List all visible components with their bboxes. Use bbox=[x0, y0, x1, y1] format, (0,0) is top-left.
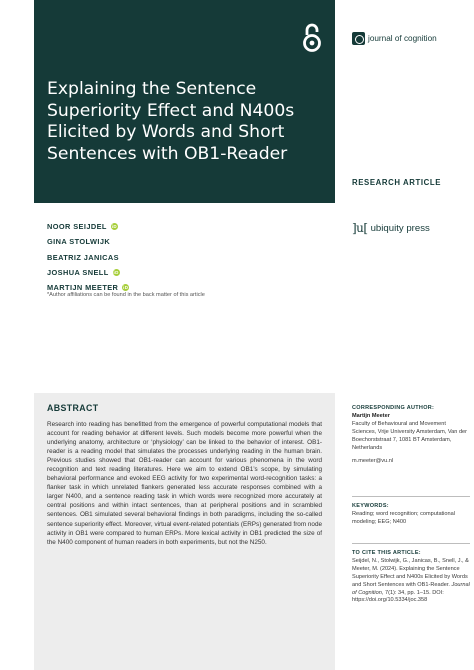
side-divider bbox=[352, 543, 470, 544]
journal-name: journal of cognition bbox=[368, 33, 437, 43]
orcid-icon[interactable]: iD bbox=[113, 270, 119, 276]
ubiquity-mark-icon: ]u[ bbox=[352, 221, 368, 235]
author-item[interactable] bbox=[47, 234, 129, 249]
author-name[interactable]: JOSHUA SNELL bbox=[47, 268, 109, 278]
keywords-text: Reading; word recognition; computational modeling; EEG; N400 bbox=[352, 510, 455, 525]
abstract-heading: ABSTRACT bbox=[47, 403, 99, 413]
author-name[interactable]: BEATRIZ JANICAS bbox=[47, 252, 119, 262]
author-item[interactable] bbox=[47, 250, 129, 265]
orcid-icon[interactable]: iD bbox=[123, 285, 129, 291]
corresponding-author-heading: CORRESPONDING AUTHOR: bbox=[352, 405, 435, 411]
article-title: Explaining the Sentence Superiority Effect and N400s Elicited by Words and Short Sentences with OB1-Reader bbox=[47, 79, 295, 164]
citation-block bbox=[352, 550, 470, 605]
citation-text-start: Seijdel, N., Stolwijk, G., Janicas, B., Snell, J., & Meeter, M. (2024). Explaining the Sentence Superiority Effect and N400s Elicited by Words and Short Sentences with OB1-Reader. bbox=[352, 557, 469, 588]
author-item[interactable] bbox=[47, 265, 129, 280]
open-access-icon bbox=[300, 22, 324, 54]
publisher-name: ubiquity press bbox=[370, 222, 430, 234]
citation-journal: Journal of Cognition, bbox=[352, 581, 470, 596]
author-name[interactable]: MARTIJN MEETER bbox=[47, 283, 119, 293]
publisher-logo bbox=[352, 221, 430, 235]
author-list bbox=[47, 219, 129, 295]
citation-text-end[interactable]: 7(1): 34, pp. 1–15. DOI: https://doi.org/10.5334/joc.358 bbox=[352, 589, 444, 604]
corresponding-author-email[interactable]: m.meeter@vu.nl bbox=[352, 458, 394, 465]
keywords-heading: KEYWORDS: bbox=[352, 503, 389, 509]
side-divider bbox=[352, 496, 470, 497]
author-item[interactable] bbox=[47, 219, 129, 234]
citation-heading: TO CITE THIS ARTICLE: bbox=[352, 550, 421, 556]
author-name[interactable]: GINA STOLWIJK bbox=[47, 237, 111, 247]
article-type-label: RESEARCH ARTICLE bbox=[352, 178, 442, 187]
corresponding-author-name: Martijn Meeter bbox=[352, 412, 390, 419]
abstract-body: Research into reading has benefitted from the emergence of powerful computational models that account for reading behavior at different levels. Such models become more powerful when the underlying anatomy, architecture or ‘physiology’ can be linked to the behavior of interest. OB1-reader is a reading model that simulates the processes underlying reading in the human brain. Previous studies showed that OB1-reader can account for various phenomena in the word recognition and text reading literatures. Here we aim to extend OB1’s scope, by simulating behavioral performance and evoked EEG activity for two experimental word-recognition tasks: a flanker task in which unrelated flankers generated less accurate responses combined with a larger N400, and a sentence reading task in which words were recognized more accurately at central positions and within intact sentences, than at peripheral positions and in scrambled sentences. OB1 simulated several behavioral findings in both paradigms, including the so-called sentence superiority effect. Moreover, virtual event-related potentials (ERPs) generated from node activity in OB1 were compared to human ERPs. More lexical activity in OB1 predicted the size of the N400 component of human readers in both experiments, but not the N250. bbox=[47, 421, 322, 546]
affiliation-note: *Author affiliations can be found in the back matter of this article bbox=[47, 292, 205, 298]
author-name[interactable]: NOOR SEIJDEL bbox=[47, 222, 107, 232]
keywords-block bbox=[352, 503, 470, 527]
journal-logo-icon bbox=[352, 32, 365, 45]
orcid-icon[interactable]: iD bbox=[111, 224, 117, 230]
corresponding-author-block bbox=[352, 405, 470, 466]
citation-text bbox=[352, 558, 470, 605]
corresponding-author-address: Faculty of Behavioural and Movement Sciences, Vrije University Amsterdam, Van der Boechorststraat 7, 1081 BT Amsterdam, Netherlands bbox=[352, 420, 468, 451]
journal-branding bbox=[352, 31, 437, 45]
